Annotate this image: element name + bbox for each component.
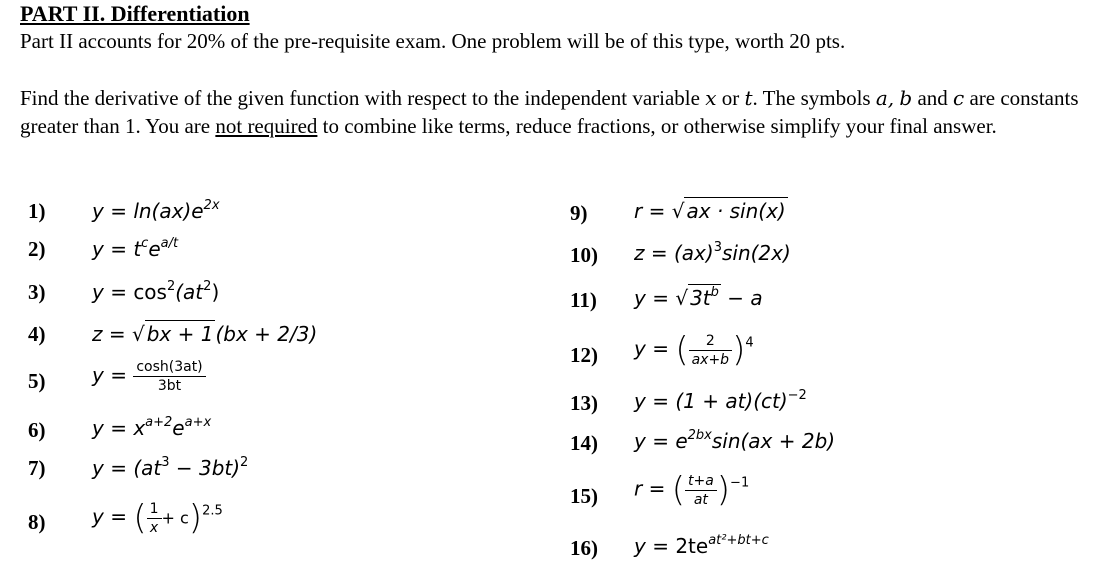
var-t: t xyxy=(744,86,753,110)
problem-14-equation: $y = e^{2bx}\sin(ax + 2b)$ xyxy=(634,428,836,453)
sqrt-symbol: √ xyxy=(675,286,689,310)
problem-number: 9) xyxy=(570,201,588,225)
problem-number: 1) xyxy=(28,199,46,223)
problem-3-equation: $y = \cos^2(at^2)$ xyxy=(92,279,220,304)
intro-text: Part II accounts for 20% of the pre-requisite exam. One problem will be of this type, worth 20 pts. xyxy=(20,29,846,53)
problem-number: 11) xyxy=(570,288,597,312)
problem-5-equation: y = $\frac{\cosh(3at)}{3bt}$ xyxy=(92,358,206,395)
problem-number: 10) xyxy=(570,243,598,267)
instr-text-4: to combine like terms, reduce fractions, or otherwise simplify your final answer. xyxy=(322,114,997,138)
var-x: x xyxy=(705,86,717,110)
problem-6-equation: $y = x^{a+2}e^{a+x}$ xyxy=(92,415,212,440)
problem-number: 12) xyxy=(570,343,598,367)
sqrt-symbol: √ xyxy=(131,322,145,346)
instr-or: or xyxy=(721,86,740,110)
instr-text-3: are constants greater than 1. You are xyxy=(20,86,1079,138)
not-required-underlined: not required xyxy=(215,114,318,138)
problem-number: 16) xyxy=(570,536,598,560)
instructions-paragraph xyxy=(20,84,1100,140)
problem-12-equation: y = ( $\frac{2}{ax+b}$ )$^4$ xyxy=(634,330,754,370)
instr-text-2: . The symbols xyxy=(752,86,871,110)
problem-number: 15) xyxy=(570,484,598,508)
problem-7-equation: $y = (at^3 - 3bt)^2$ xyxy=(92,455,249,480)
problem-number: 4) xyxy=(28,322,46,346)
problem-4-equation: z = √ bx + 1 (bx + 2/3) xyxy=(92,322,318,346)
problem-15-equation: r = ( $\frac{t+a}{at}$ )$^{-1}$ xyxy=(634,470,750,510)
problem-8-equation: y = ( $\frac{1}{x}$ + c)$^{2.5}$ xyxy=(92,498,223,538)
problem-number: 3) xyxy=(28,280,46,304)
var-c: c xyxy=(953,86,965,110)
problem-number: 14) xyxy=(570,431,598,455)
problem-13-equation: y = (1 + at)(ct)$^{-2}$ xyxy=(634,388,807,413)
var-b: b xyxy=(899,86,913,110)
instr-text-1: Find the derivative of the given function with respect to the independent variable xyxy=(20,86,700,110)
problem-number: 8) xyxy=(28,510,46,534)
problem-1-equation: $y = \ln(ax)e^{2x}$ xyxy=(92,198,220,223)
instr-and: and xyxy=(917,86,948,110)
problem-2-equation: $y = t^ce^{a/t}$ xyxy=(92,236,179,261)
problem-10-equation: z = (ax)$^3$sin(2x) xyxy=(634,240,791,265)
problem-9-equation: r = √ ax · sin(x) xyxy=(634,199,786,223)
sqrt-symbol: √ xyxy=(671,199,685,223)
problem-number: 5) xyxy=(28,369,46,393)
problem-number: 2) xyxy=(28,237,46,261)
section-heading: PART II. Differentiation xyxy=(20,1,250,26)
problem-11-equation: y = √ $3t^b - a$ xyxy=(634,285,763,310)
problem-number: 6) xyxy=(28,418,46,442)
problem-number: 7) xyxy=(28,456,46,480)
var-a: a, xyxy=(875,86,895,110)
problem-number: 13) xyxy=(570,391,598,415)
problem-16-equation: $y = 2te^{at^2+bt+c}$ xyxy=(634,533,769,558)
